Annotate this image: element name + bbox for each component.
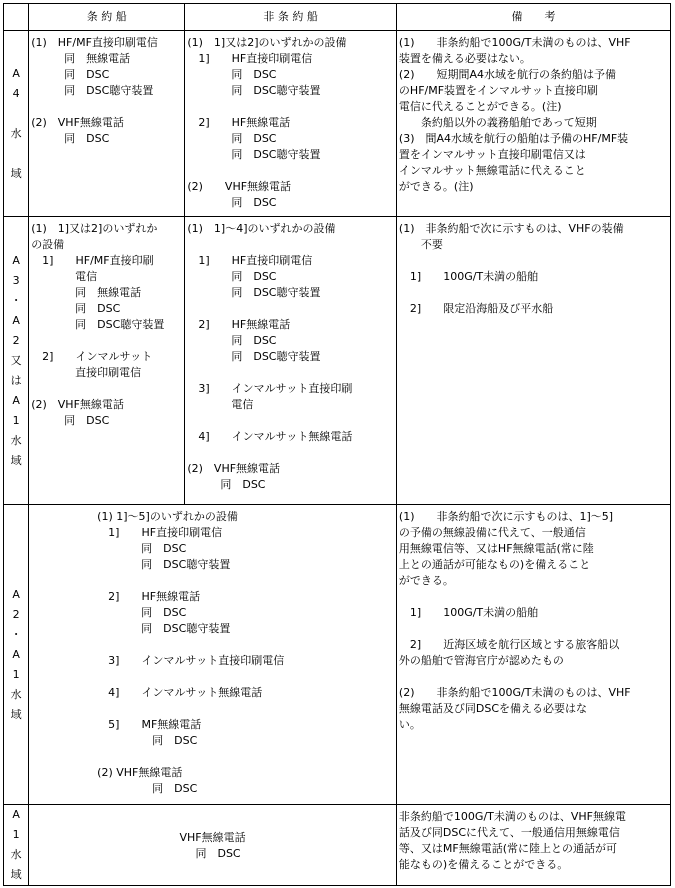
text-line: い。: [398, 718, 421, 731]
zone-char: ・: [10, 293, 22, 307]
zone-char: A: [12, 66, 20, 80]
text-line: 同 DSC聴守装置: [31, 622, 231, 635]
zone-label: [4, 505, 29, 805]
text-line: [187, 365, 394, 381]
text-line: 話及び同DSCに代えて、一般通信用無線電信: [398, 826, 620, 839]
text-line: (2) 短期間A4水域を航行の条約船は予備: [398, 68, 617, 81]
zone-char: A: [12, 647, 20, 661]
text-line: [31, 701, 394, 717]
zone-char: 又: [10, 353, 22, 367]
text-line: 電信: [31, 270, 98, 283]
zone-char: 2: [12, 607, 20, 621]
zone-label: [4, 805, 29, 886]
zone-label: [4, 217, 29, 505]
text-line: [31, 573, 394, 589]
remarks-cell: [396, 217, 670, 505]
text-line: (1) 1]〜4]のいずれかの設備: [187, 222, 336, 235]
text-line: ができる。: [398, 574, 454, 587]
remarks-cell: [396, 505, 670, 805]
text-line: 電信: [187, 398, 254, 411]
text-line: 同 DSC: [187, 196, 277, 209]
header-non-treaty-ship: 非 条 約 船: [185, 4, 397, 31]
text-line: 同 無線電話: [31, 52, 131, 65]
header-remarks: 備 考: [396, 4, 670, 31]
text-line: (2) VHF無線電話: [31, 116, 124, 129]
text-line: (2) VHF無線電話: [31, 398, 124, 411]
text-line: [399, 621, 668, 637]
text-line: 同 DSC聴守装置: [187, 350, 321, 363]
row-a1: [4, 805, 671, 886]
text-line: (1) 1]又は2]のいずれか: [31, 222, 158, 235]
text-line: (1) 1]又は2]のいずれかの設備: [187, 36, 347, 49]
text-line: 同 DSC聴守装置: [31, 318, 165, 331]
text-line: (2) 非条約船で100G/T未満のものは、VHF: [398, 686, 631, 699]
text-line: VHF無線電話: [179, 831, 246, 844]
text-line: (2) VHF無線電話: [187, 462, 281, 475]
zone-char: A: [12, 808, 20, 821]
text-line: [399, 285, 668, 301]
text-line: [31, 749, 394, 765]
text-line: 等、又はMF無線電話(常に陸上との通話が可: [398, 842, 618, 855]
zone-char: [4, 144, 28, 164]
text-line: [31, 381, 182, 397]
zone-char: [4, 104, 28, 124]
text-line: 非条約船で100G/T未満のものは、VHF無線電: [398, 810, 626, 823]
text-line: 2] HF無線電話: [187, 116, 291, 129]
text-line: [187, 445, 394, 461]
remarks-cell: [396, 805, 670, 886]
text-line: の設備: [31, 238, 65, 251]
text-line: のHF/MF装置をインマルサット直接印刷: [398, 84, 598, 97]
text-line: 1] HF/MF直接印刷: [31, 254, 154, 267]
zone-char: A: [12, 253, 20, 267]
text-line: 同 DSC聴守装置: [187, 148, 321, 161]
text-line: 4] インマルサット無線電話: [31, 686, 263, 699]
zone-char: 域: [10, 868, 22, 881]
text-line: 1] HF直接印刷電信: [31, 526, 223, 539]
text-line: 同 無線電話: [31, 286, 142, 299]
text-line: 同 DSC: [31, 782, 198, 795]
text-line: [187, 301, 394, 317]
text-line: 同 DSC: [31, 68, 110, 81]
zone-char: A: [12, 587, 20, 601]
text-line: [187, 99, 394, 115]
non-treaty-ship-cell: [185, 31, 397, 217]
text-line: 同 DSC: [31, 734, 198, 747]
text-line: 置をインマルサット直接印刷電信又は: [398, 148, 586, 161]
text-line: [187, 163, 394, 179]
text-line: 同 DSC: [187, 478, 266, 491]
text-line: 3] インマルサット直接印刷電信: [31, 654, 285, 667]
text-line: 不要: [398, 238, 443, 251]
text-line: 1] 100G/T未満の船舶: [398, 606, 539, 619]
text-line: [399, 669, 668, 685]
zone-char: 3: [12, 273, 20, 287]
text-line: 2] HF無線電話: [187, 318, 291, 331]
text-line: 1] HF直接印刷電信: [187, 52, 313, 65]
zone-char: 域: [10, 707, 22, 721]
header-row: [4, 4, 671, 31]
text-line: (1) 非条約船で次に示すものは、1]〜5]: [398, 510, 614, 523]
zone-char: 水: [10, 848, 22, 861]
text-line: 同 DSC: [187, 334, 277, 347]
text-line: 2] インマルサット: [31, 350, 153, 363]
text-line: (3) 間A4水域を航行の船舶は予備のHF/MF装: [398, 132, 629, 145]
text-line: [31, 333, 182, 349]
text-line: (1) 非条約船で次に示すものは、VHFの装備: [398, 222, 624, 235]
remarks-cell: [396, 31, 670, 217]
text-line: 外の船舶で管海官庁が認めたもの: [398, 654, 564, 667]
zone-char: 水: [10, 687, 22, 701]
zone-char: 4: [12, 86, 20, 100]
treaty-ship-cell: [29, 31, 185, 217]
text-line: [31, 669, 394, 685]
combined-ship-cell: [29, 805, 397, 886]
text-line: 同 DSC: [31, 302, 121, 315]
text-line: 条約船以外の義務船舶であって短期: [398, 116, 597, 129]
text-line: 電信に代えることができる。(注): [398, 100, 562, 113]
zone-char: 域: [10, 453, 22, 467]
zone-label: [4, 31, 29, 217]
combined-ship-cell: [29, 505, 397, 805]
text-line: 3] インマルサット直接印刷: [187, 382, 353, 395]
corner-cell: [4, 4, 29, 31]
text-line: [187, 413, 394, 429]
text-line: の予備の無線設備に代えて、一般通信: [398, 526, 586, 539]
zone-char: 水: [10, 126, 22, 140]
zone-char: 2: [12, 333, 20, 347]
text-line: (2) VHF無線電話: [31, 766, 183, 779]
text-line: 2] 限定沿海船及び平水船: [398, 302, 554, 315]
text-line: インマルサット無線電話に代えること: [398, 164, 586, 177]
text-line: 2] 近海区域を航行区域とする旅客船以: [398, 638, 620, 651]
text-line: 同 DSC: [31, 132, 110, 145]
non-treaty-ship-cell: [185, 217, 397, 505]
text-line: ができる。(注): [398, 180, 474, 193]
text-line: (1) 非条約船で100G/T未満のものは、VHF: [398, 36, 631, 49]
text-line: 同 DSC聴守装置: [187, 286, 321, 299]
text-line: 1] 100G/T未満の船舶: [398, 270, 539, 283]
text-line: (1) 1]〜5]のいずれかの設備: [31, 510, 238, 523]
text-line: [399, 589, 668, 605]
text-line: 無線電話及び同DSCを備える必要はな: [398, 702, 588, 715]
text-line: 用無線電信等、又はHF無線電話(常に陸: [398, 542, 594, 555]
text-line: 装置を備える必要はない。: [398, 52, 531, 65]
text-line: 同 DSC: [187, 132, 277, 145]
text-line: 2] HF無線電話: [31, 590, 201, 603]
zone-char: 1: [12, 413, 20, 427]
text-line: 同 DSC: [187, 68, 277, 81]
text-line: [31, 637, 394, 653]
zone-char: は: [10, 373, 22, 387]
zone-char: ・: [10, 627, 22, 641]
zone-char: 1: [12, 667, 20, 681]
text-line: 能なもの)を備えることができる。: [398, 858, 569, 871]
row-a3-a2-a1: [4, 217, 671, 505]
text-line: 4] インマルサット無線電話: [187, 430, 353, 443]
text-line: [187, 237, 394, 253]
text-line: [399, 253, 668, 269]
zone-char: 域: [10, 166, 22, 180]
text-line: 同 DSC: [31, 542, 187, 555]
regulation-table: [3, 3, 671, 886]
treaty-ship-cell: [29, 217, 185, 505]
text-line: 直接印刷電信: [31, 366, 142, 379]
text-line: 同 DSC聴守装置: [187, 84, 321, 97]
header-treaty-ship: 条 約 船: [29, 4, 185, 31]
text-line: 同 DSC: [31, 414, 110, 427]
text-line: 上との通話が可能なもの)を備えること: [398, 558, 591, 571]
text-line: [31, 99, 182, 115]
text-line: 1] HF直接印刷電信: [187, 254, 313, 267]
text-line: 同 DSC聴守装置: [31, 84, 154, 97]
zone-char: 1: [12, 828, 20, 841]
text-line: 5] MF無線電話: [31, 718, 202, 731]
text-line: 同 DSC: [31, 606, 187, 619]
row-a4: [4, 31, 671, 217]
text-line: 同 DSC: [184, 847, 241, 860]
text-line: (2) VHF無線電話: [187, 180, 292, 193]
zone-char: A: [12, 313, 20, 327]
zone-char: 水: [10, 433, 22, 447]
zone-char: A: [12, 393, 20, 407]
row-a2-a1: [4, 505, 671, 805]
text-line: 同 DSC聴守装置: [31, 558, 231, 571]
text-line: (1) HF/MF直接印刷電信: [31, 36, 158, 49]
text-line: 同 DSC: [187, 270, 277, 283]
